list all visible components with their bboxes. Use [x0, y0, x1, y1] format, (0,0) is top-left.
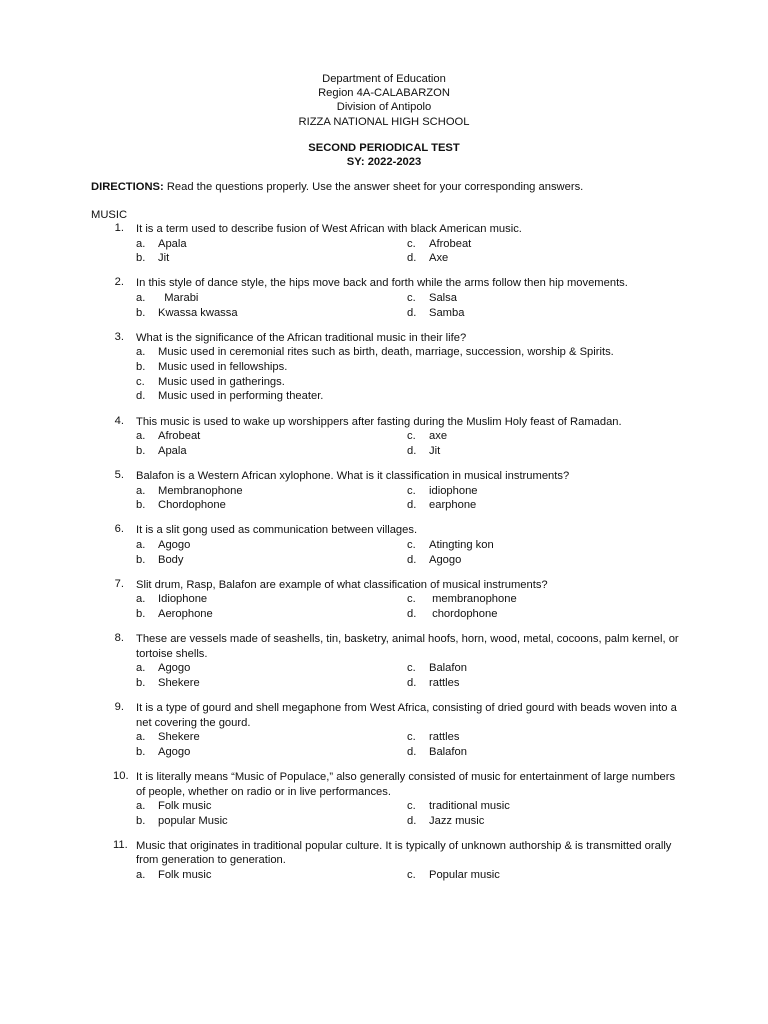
answer-option [136, 538, 407, 553]
question-number: 8. [114, 632, 124, 645]
option-text: popular Music [158, 814, 228, 827]
option-text: Chordophone [158, 499, 226, 512]
answer-options [0, 538, 768, 567]
option-text: Idiophone [158, 593, 208, 606]
answer-options [0, 661, 768, 690]
answer-option [407, 661, 657, 676]
option-row [0, 814, 768, 829]
answer-option [407, 730, 657, 745]
option-text: Salsa [429, 291, 457, 304]
option-row [0, 730, 768, 745]
answer-option [136, 345, 696, 360]
answer-option [136, 868, 407, 883]
answer-options [0, 592, 768, 621]
option-text: Music used in ceremonial rites such as birth, death, marriage, succession, worship & Spirits. [158, 346, 614, 359]
test-title: SECOND PERIODICAL TEST [308, 142, 460, 154]
question-item [0, 701, 768, 759]
option-text: idiophone [429, 484, 478, 497]
option-letter: a. [136, 731, 146, 744]
answer-option [136, 389, 696, 404]
option-letter: c. [407, 291, 416, 304]
option-text: membranophone [429, 593, 517, 606]
question-number: 3. [114, 330, 124, 343]
option-row [0, 484, 768, 499]
option-letter: c. [407, 237, 416, 250]
option-text: Apala [158, 444, 187, 457]
answer-option [136, 429, 407, 444]
question-text: It is literally means “Music of Populace,” also generally consisted of music for entertainment of large numbers of people, whether on radio or in live performances. [136, 771, 676, 798]
option-text: Samba [429, 306, 465, 319]
option-row [0, 375, 768, 390]
question-item [0, 222, 768, 266]
option-letter: d. [407, 608, 417, 621]
option-letter: d. [407, 745, 417, 758]
option-row [0, 676, 768, 691]
option-text: Agogo [429, 553, 462, 566]
option-letter: a. [136, 593, 146, 606]
option-text: Aerophone [158, 608, 213, 621]
header-division: Division of Antipolo [336, 101, 432, 114]
answer-option [407, 444, 657, 459]
answer-option [407, 607, 657, 622]
question-item [0, 469, 768, 513]
question-item [0, 770, 768, 828]
option-text: Apala [158, 237, 187, 250]
answer-options [0, 799, 768, 828]
option-letter: d. [407, 306, 417, 319]
answer-option [136, 799, 407, 814]
option-letter: c. [407, 430, 416, 443]
answer-option [136, 237, 407, 252]
option-row [0, 429, 768, 444]
question-item [0, 415, 768, 459]
option-text: Folk music [158, 800, 212, 813]
option-letter: b. [136, 361, 146, 374]
option-letter: b. [136, 553, 146, 566]
answer-option [136, 553, 407, 568]
option-letter: c. [407, 662, 416, 675]
option-letter: a. [136, 237, 146, 250]
answer-options [0, 345, 768, 404]
option-row [0, 291, 768, 306]
answer-option [407, 745, 657, 760]
option-letter: b. [136, 608, 146, 621]
option-row [0, 607, 768, 622]
option-text: Jit [158, 252, 170, 265]
option-letter: b. [136, 676, 146, 689]
answer-option [407, 799, 657, 814]
option-letter: b. [136, 814, 146, 827]
answer-option [136, 498, 407, 513]
question-text: This music is used to wake up worshippers after fasting during the Muslim Holy feast of Ramadan. [136, 415, 622, 428]
question-number: 4. [114, 414, 124, 427]
answer-options [0, 868, 768, 883]
answer-options [0, 484, 768, 513]
option-text: Shekere [158, 731, 200, 744]
option-row [0, 592, 768, 607]
answer-options [0, 730, 768, 759]
option-text: Marabi [158, 291, 199, 304]
option-row [0, 868, 768, 883]
answer-option [136, 676, 407, 691]
header-department: Department of Education [322, 73, 446, 85]
question-text: In this style of dance style, the hips move back and forth while the arms follow then hip movements. [136, 277, 628, 290]
option-text: rattles [429, 676, 460, 689]
answer-option [136, 607, 407, 622]
directions [91, 181, 583, 193]
option-letter: c. [407, 868, 416, 881]
header-region: Region 4A-CALABARZON [318, 87, 450, 100]
option-text: Atingting kon [429, 538, 494, 551]
option-row [0, 389, 768, 404]
directions-label: DIRECTIONS: [91, 181, 164, 193]
option-letter: c. [407, 538, 416, 551]
option-text: Balafon [429, 662, 467, 675]
question-text: Music that originates in traditional popular culture. It is typically of unknown authorship & is transmitted orally from generation to generation. [136, 839, 672, 867]
question-text: What is the significance of the African traditional music in their life? [136, 331, 467, 344]
option-letter: a. [136, 430, 146, 443]
option-letter: c. [407, 731, 416, 744]
option-letter: a. [136, 800, 146, 813]
option-letter: c. [407, 484, 416, 497]
option-row [0, 745, 768, 760]
option-letter: d. [407, 814, 417, 827]
option-text: Kwassa kwassa [158, 306, 238, 319]
option-letter: b. [136, 306, 146, 319]
option-row [0, 345, 768, 360]
answer-option [407, 592, 657, 607]
option-text: Shekere [158, 676, 200, 689]
answer-options [0, 429, 768, 458]
question-number: 5. [114, 469, 124, 482]
answer-option [407, 498, 657, 513]
option-text: Popular music [429, 868, 500, 881]
question-text: It is a term used to describe fusion of West African with black American music. [136, 223, 522, 235]
document-header [0, 72, 768, 129]
question-item [0, 523, 768, 567]
option-letter: d. [407, 499, 417, 512]
option-row [0, 799, 768, 814]
directions-text: Read the questions properly. Use the answer sheet for your corresponding answers. [163, 181, 584, 193]
option-text: Afrobeat [429, 237, 472, 250]
answer-option [407, 814, 657, 829]
school-year: SY: 2022-2023 [346, 156, 422, 169]
option-text: Agogo [158, 745, 191, 758]
option-letter: a. [136, 291, 146, 304]
question-item [0, 276, 768, 320]
answer-option [136, 444, 407, 459]
option-text: chordophone [429, 608, 498, 621]
option-text: axe [429, 430, 448, 443]
question-text: These are vessels made of seashells, tin, basketry, animal hoofs, horn, wood, metal, cocoons, palm kernel, or tortoise shells. [136, 633, 679, 660]
question-list [0, 222, 768, 893]
question-item [0, 839, 768, 883]
answer-option [136, 745, 407, 760]
option-text: Body [158, 553, 184, 566]
option-letter: b. [136, 745, 146, 758]
question-text: Slit drum, Rasp, Balafon are example of what classification of musical instruments? [136, 578, 548, 591]
option-row [0, 251, 768, 266]
option-row [0, 360, 768, 375]
answer-option [136, 291, 407, 306]
option-text: Music used in gatherings. [158, 375, 285, 388]
answer-option [407, 306, 657, 321]
answer-options [0, 291, 768, 320]
answer-option [407, 868, 657, 883]
option-letter: a. [136, 662, 146, 675]
option-letter: b. [136, 444, 146, 457]
answer-option [136, 251, 407, 266]
option-letter: a. [136, 868, 146, 881]
answer-option [136, 484, 407, 499]
option-text: Jit [429, 444, 441, 457]
option-letter: c. [136, 375, 145, 388]
option-letter: c. [407, 593, 416, 606]
question-number: 11. [113, 838, 128, 851]
answer-option [136, 375, 696, 390]
option-row [0, 306, 768, 321]
option-text: Balafon [429, 745, 467, 758]
answer-option [136, 730, 407, 745]
option-text: rattles [429, 731, 460, 744]
option-letter: b. [136, 499, 146, 512]
option-text: Agogo [158, 538, 191, 551]
option-row [0, 444, 768, 459]
option-text: Agogo [158, 662, 191, 675]
option-letter: b. [136, 252, 146, 265]
option-text: Afrobeat [158, 430, 201, 443]
answer-option [407, 553, 657, 568]
question-number: 6. [114, 523, 124, 536]
section-title: MUSIC [91, 209, 128, 221]
question-number: 9. [114, 701, 124, 714]
answer-option [136, 306, 407, 321]
answer-option [407, 291, 657, 306]
question-number: 10. [113, 770, 129, 783]
question-item [0, 632, 768, 690]
question-number: 7. [114, 577, 124, 590]
question-item [0, 331, 768, 404]
answer-option [407, 538, 657, 553]
answer-option [407, 237, 657, 252]
option-letter: d. [407, 252, 417, 265]
option-letter: c. [407, 800, 416, 813]
question-item [0, 578, 768, 622]
option-row [0, 538, 768, 553]
option-row [0, 661, 768, 676]
answer-option [407, 484, 657, 499]
option-text: earphone [429, 499, 477, 512]
answer-option [407, 676, 657, 691]
answer-option [136, 592, 407, 607]
test-title-block [0, 141, 768, 169]
option-row [0, 237, 768, 252]
question-text: It is a slit gong used as communication between villages. [136, 524, 418, 537]
option-text: Membranophone [158, 484, 243, 497]
option-row [0, 498, 768, 513]
option-letter: d. [136, 390, 146, 403]
answer-option [136, 360, 696, 375]
option-text: Jazz music [429, 814, 485, 827]
question-number: 1. [114, 222, 124, 234]
option-letter: d. [407, 444, 417, 457]
option-letter: a. [136, 538, 146, 551]
option-row [0, 553, 768, 568]
answer-option [136, 814, 407, 829]
answer-options [0, 237, 768, 266]
option-text: Music used in performing theater. [158, 390, 324, 403]
header-school: RIZZA NATIONAL HIGH SCHOOL [298, 115, 470, 128]
answer-option [407, 429, 657, 444]
question-text: It is a type of gourd and shell megaphone from West Africa, consisting of dried gourd with beads woven into a net covering the gourd. [136, 702, 677, 729]
option-letter: a. [136, 346, 146, 359]
option-text: Music used in fellowships. [158, 361, 288, 374]
question-text: Balafon is a Western African xylophone. What is it classification in musical instruments? [136, 470, 570, 483]
answer-option [407, 251, 657, 266]
option-letter: a. [136, 484, 146, 497]
option-text: traditional music [429, 800, 510, 813]
option-letter: d. [407, 676, 417, 689]
option-text: Axe [429, 252, 449, 265]
option-letter: d. [407, 553, 417, 566]
answer-option [136, 661, 407, 676]
option-text: Folk music [158, 868, 212, 881]
question-number: 2. [114, 276, 124, 289]
